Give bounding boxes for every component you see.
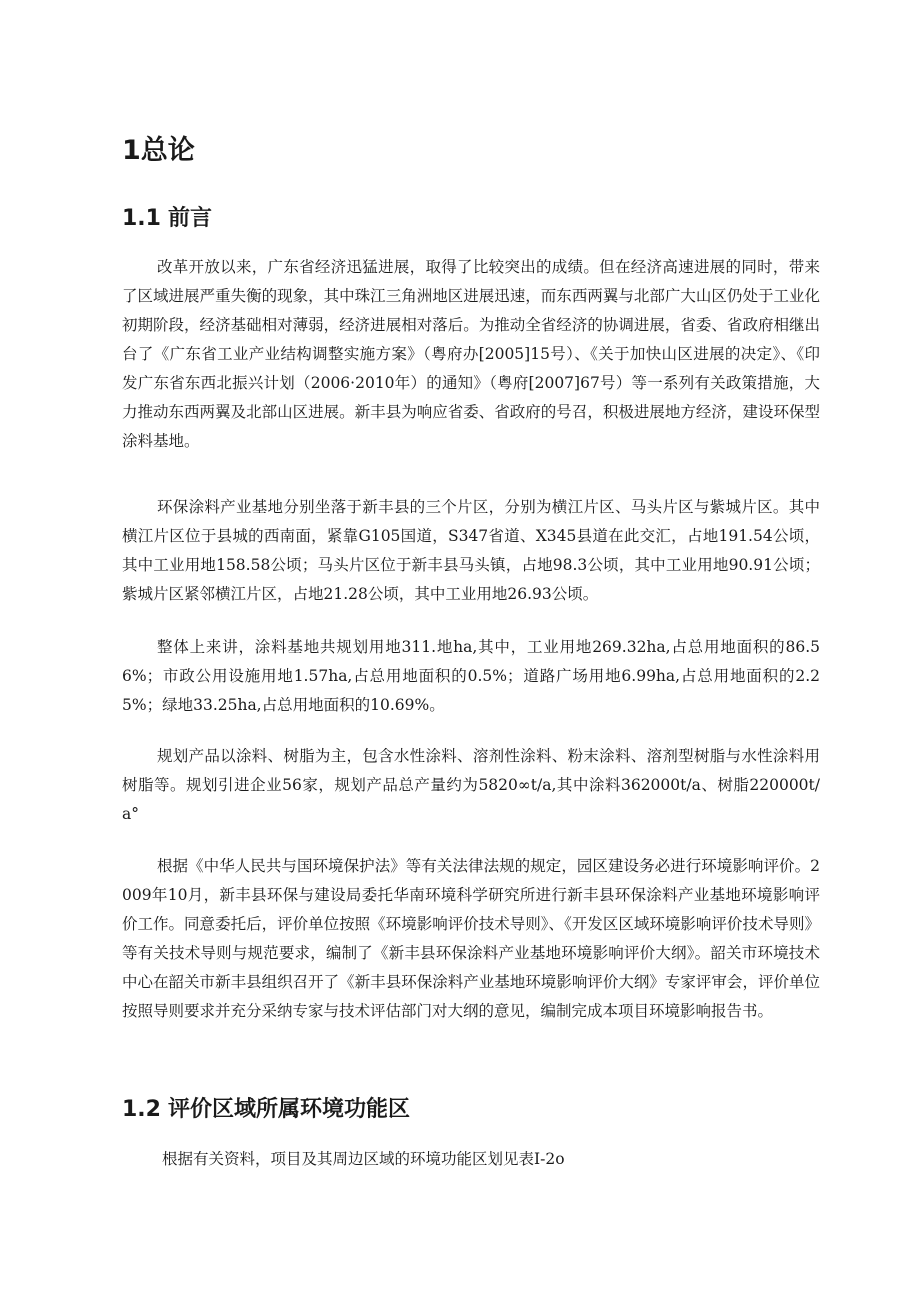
section-title: 评价区域所属环境功能区: [168, 1097, 411, 1122]
section-heading-1-1: [122, 203, 212, 235]
section-title: 前言: [168, 206, 213, 231]
section-heading-1-2: [122, 1094, 410, 1126]
paragraph-function-zones: 根据有关资料，项目及其周边区域的环境功能区划见表I-2o: [162, 1150, 565, 1168]
paragraph-eia-process: 根据《中华人民共与国环境保护法》等有关法律法规的规定，园区建设务必进行环境影响评价。2009年10月，新丰县环保与建设局委托华南环境科学研究所进行新丰县环保涂料产业基地环境影响评价工作。同意委托后，评价单位按照《环境影响评价技术导则》、《开发区区域环境影响评价技术导则》等有关技术导则与规范要求，编制了《新丰县环保涂料产业基地环境影响评价大纲》。韶关市环境技术中心在韶关市新丰县组织召开了《新丰县环保涂料产业基地环境影响评价大纲》专家评审会，评价单位按照导则要求并充分采纳专家与技术评估部门对大纲的意见，编制完成本项目环境影响报告书。: [122, 857, 820, 1020]
paragraph-land-use: 整体上来讲，涂料基地共规划用地311.地ha,其中，工业用地269.32ha,占总用地面积的86.56%；市政公用设施用地1.57ha,占总用地面积的0.5%；道路广场用地6.99ha,占总用地面积的2.25%；绿地33.25ha,占总用地面积的10.69%。: [122, 638, 820, 714]
chapter-title: 1总论: [122, 135, 195, 166]
paragraph-products: 规划产品以涂料、树脂为主，包含水性涂料、溶剂性涂料、粉末涂料、溶剂型树脂与水性涂料用树脂等。规划引进企业56家，规划产品总产量约为5820∞t/a,其中涂料362000t/a、树脂220000t/a°: [122, 747, 820, 823]
paragraph-background: 改革开放以来，广东省经济迅猛进展，取得了比较突出的成绩。但在经济高速进展的同时，带来了区域进展严重失衡的现象，其中珠江三角洲地区进展迅速，而东西两翼与北部广大山区仍处于工业化初期阶段，经济基础相对薄弱，经济进展相对落后。为推动全省经济的协调进展，省委、省政府相继出台了《广东省工业产业结构调整实施方案》（粤府办[2005]15号）、《关于加快山区进展的决定》、《印发广东省东西北振兴计划（2006·2010年）的通知》（粤府[2007]67号）等一系列有关政策措施，大力推动东西两翼及北部山区进展。新丰县为响应省委、省政府的号召，积极进展地方经济，建设环保型涂料基地。: [122, 258, 820, 450]
section-number: 1.1: [122, 206, 161, 231]
paragraph-site-location: 环保涂料产业基地分别坐落于新丰县的三个片区，分别为横江片区、马头片区与紫城片区。其中横江片区位于县城的西南面，紧靠G105国道，S347省道、X345县道在此交汇，占地191.54公顷，其中工业用地158.58公顷；马头片区位于新丰县马头镇，占地98.3公顷，其中工业用地90.91公顷；紫城片区紧邻横江片区，占地21.28公顷，其中工业用地26.93公顷。: [122, 498, 820, 603]
section-number: 1.2: [122, 1097, 161, 1122]
